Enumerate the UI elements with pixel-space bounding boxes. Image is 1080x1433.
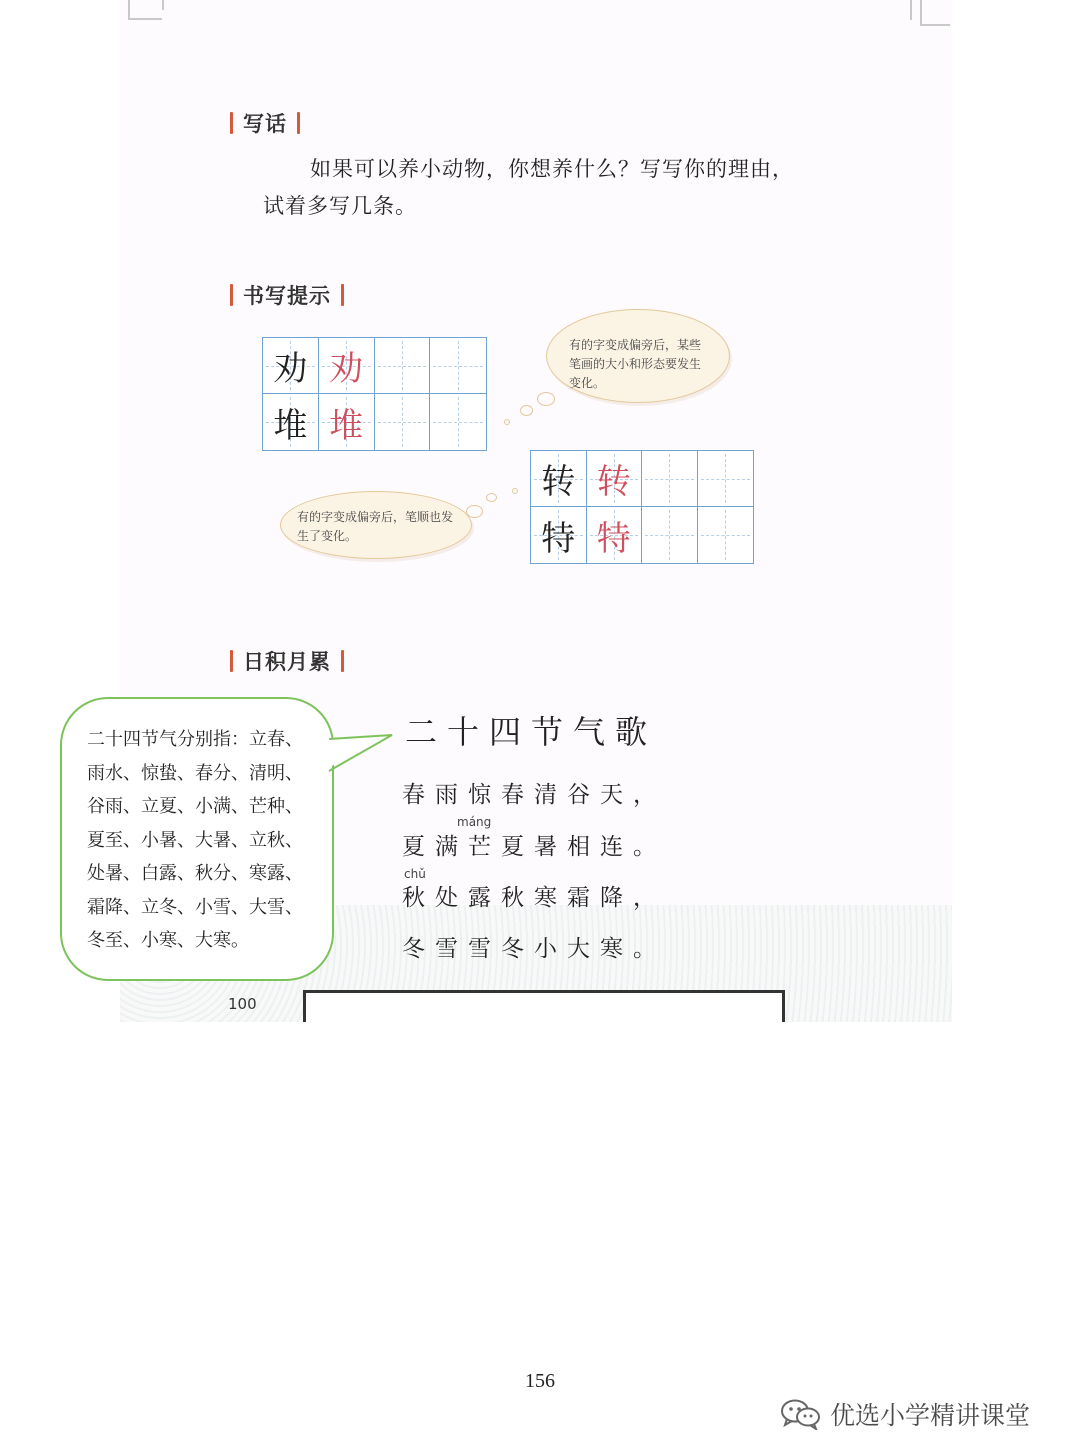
thought-bubble-dot: [486, 493, 497, 502]
poem-line-1: 春雨惊春清谷天，: [402, 782, 666, 808]
tip-cloud-1: 有的字变成偏旁后，某些笔画的大小和形态要发生变化。: [546, 309, 730, 403]
writing-prompt-line-2: 试着多写几条。: [263, 194, 417, 218]
grid-cell-trace: 转: [587, 451, 643, 507]
solar-terms-callout: [60, 697, 334, 981]
grid-cell-empty: [375, 338, 431, 394]
page-number: 156: [525, 1370, 555, 1392]
grid-cell-empty: [430, 338, 486, 394]
poem-title: 二十四节气歌: [405, 713, 658, 751]
next-section-box-edge: [303, 990, 785, 1022]
section-heading-xiehua: 写话: [230, 108, 300, 138]
wechat-watermark: [780, 1396, 1030, 1432]
grid-cell-empty: [642, 451, 698, 507]
grid-cell-model: 特: [531, 507, 587, 563]
poem-line-2: 夏满芒夏暑相连。: [402, 834, 666, 860]
thought-bubble-dot: [537, 392, 555, 406]
pinyin-chu: chǔ: [404, 867, 426, 881]
inner-page-number: 100: [228, 995, 257, 1013]
section-heading-riji: 日积月累: [230, 646, 344, 676]
grid-cell-trace: 特: [587, 507, 643, 563]
grid-cell-model: 劝: [263, 338, 319, 394]
thought-bubble-dot: [504, 419, 510, 425]
grid-cell-empty: [642, 507, 698, 563]
poem-line-4: 冬雪雪冬小大寒。: [402, 936, 666, 962]
grid-cell-trace: 堆: [319, 394, 375, 450]
section-heading-shuxie: 书写提示: [230, 280, 344, 310]
grid-cell-empty: [698, 507, 754, 563]
writing-grid-1: [262, 337, 487, 451]
grid-cell-model: 转: [531, 451, 587, 507]
grid-cell-empty: [375, 394, 431, 450]
grid-cell-empty: [698, 451, 754, 507]
pinyin-mang: máng: [457, 815, 492, 829]
wechat-icon: [780, 1398, 822, 1430]
grid-cell-model: 堆: [263, 394, 319, 450]
callout-pointer: [322, 733, 402, 793]
thought-bubble-dot: [520, 405, 533, 416]
callout-text: 二十四节气分别指：立春、雨水、惊蛰、春分、清明、谷雨、立夏、小满、芒种、夏至、小暑、大暑、立秋、处暑、白露、秋分、寒露、霜降、立冬、小雪、大雪、冬至、小寒、大寒。: [87, 729, 303, 951]
writing-prompt-line-1: 如果可以养小动物，你想养什么？写写你的理由，: [310, 157, 794, 181]
grid-cell-trace: 劝: [319, 338, 375, 394]
watermark-text: 优选小学精讲课堂: [830, 1401, 1031, 1430]
poem-line-3: 秋处露秋寒霜降，: [402, 885, 666, 911]
writing-grid-2: [530, 450, 754, 564]
tip-cloud-2: 有的字变成偏旁后，笔顺也发生了变化。: [280, 491, 472, 559]
thought-bubble-dot: [512, 488, 518, 494]
grid-cell-empty: [430, 394, 486, 450]
thought-bubble-dot: [466, 505, 483, 518]
